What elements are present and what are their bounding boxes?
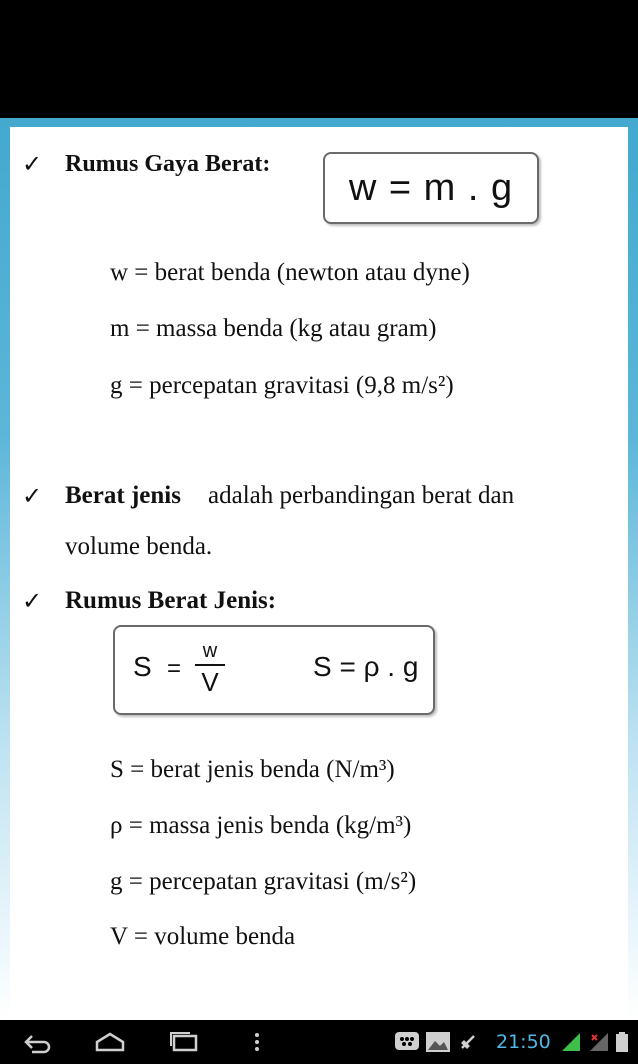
formula-box	[113, 625, 435, 715]
density-formula: S = ρ . g	[313, 651, 419, 682]
check-icon: ✓	[22, 482, 43, 510]
definition-line: V = volume benda	[110, 923, 296, 950]
home-icon[interactable]	[94, 1030, 126, 1060]
definition-line: w = berat benda (newton atau dyne)	[110, 259, 470, 286]
fraction-bar	[195, 664, 225, 666]
back-icon[interactable]	[22, 1030, 52, 1060]
fraction-denominator: V	[201, 667, 219, 697]
paragraph-text: adalah perbandingan berat dan	[208, 482, 515, 509]
bbm-icon	[394, 1030, 420, 1060]
check-icon: ✓	[22, 150, 43, 178]
formula-box	[323, 152, 539, 224]
definition-line: g = percepatan gravitasi (m/s²)	[110, 868, 417, 895]
formula-s: S	[133, 651, 152, 682]
signal-icon	[560, 1031, 582, 1059]
weight-formula: w = m . g	[348, 167, 514, 209]
top-black-bar	[0, 0, 638, 118]
definition-line: g = percepatan gravitasi (9,8 m/s²)	[110, 372, 454, 399]
system-navigation-bar	[0, 1020, 638, 1064]
fraction	[195, 639, 225, 697]
section-title: Rumus Gaya Berat:	[65, 151, 271, 177]
mute-icon	[458, 1030, 480, 1061]
fraction-numerator: w	[202, 640, 218, 662]
formula-equals: =	[167, 655, 182, 682]
paragraph-text: volume benda.	[65, 533, 213, 560]
recent-apps-icon[interactable]	[168, 1030, 200, 1060]
definition-line: S = berat jenis benda (N/m³)	[110, 756, 395, 783]
section-title: Rumus Berat Jenis:	[65, 587, 277, 614]
menu-icon[interactable]	[252, 1030, 262, 1060]
term-label: Berat jenis	[65, 482, 181, 509]
gallery-icon	[425, 1030, 451, 1060]
definition-line: ρ = massa jenis benda (kg/m³)	[110, 812, 412, 839]
clock: 21:50	[496, 1031, 551, 1053]
definition-line: m = massa benda (kg atau gram)	[110, 315, 437, 342]
check-icon: ✓	[22, 587, 43, 615]
slide	[10, 127, 628, 1020]
signal-icon-2	[588, 1031, 610, 1059]
battery-icon	[615, 1031, 629, 1059]
